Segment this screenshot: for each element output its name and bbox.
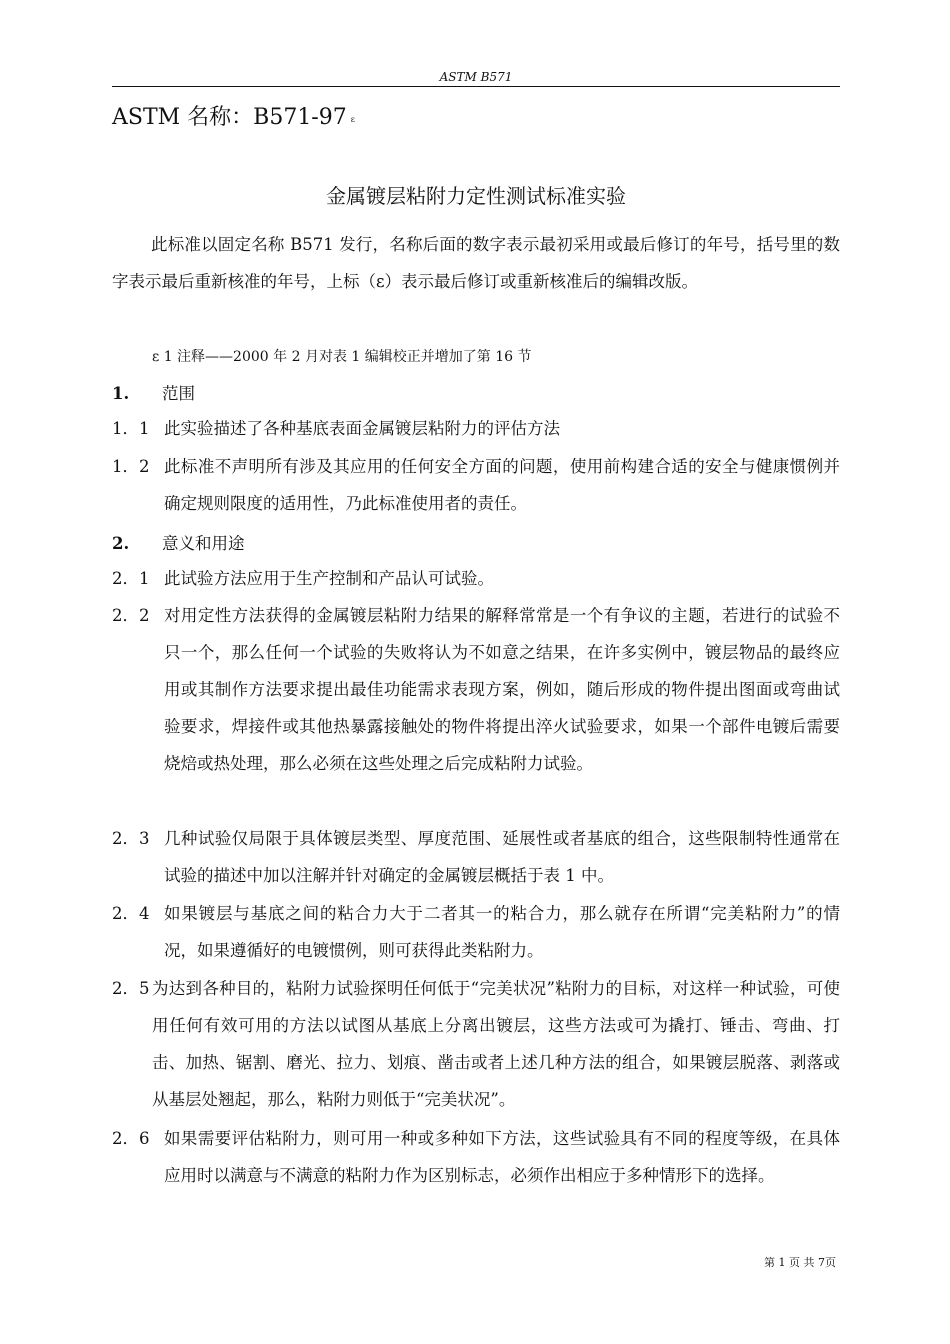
document-title: 金属镀层粘附力定性测试标准实验 [326, 184, 626, 208]
header-rule [112, 86, 840, 87]
clause-number: 2．1 [112, 569, 150, 588]
intro-paragraph: 此标准以固定名称 B571 发行，名称后面的数字表示最初采用或最后修订的年号，括号里的数字表示最后重新核准的年号，上标（ε）表示最后修订或重新核准后的编辑改版。 [112, 235, 840, 291]
clause-text: 如果需要评估粘附力，则可用一种或多种如下方法，这些试验具有不同的程度等级，在具体应用时以满意与不满意的粘附力作为区别标志，必须作出相应于多种情形下的选择。 [164, 1129, 840, 1185]
clause-2-5 [112, 970, 840, 1118]
clause-text: 此试验方法应用于生产控制和产品认可试验。 [164, 569, 494, 588]
clause-number: 2．5 [112, 979, 150, 998]
section-number: 2. [112, 534, 130, 553]
designation [112, 100, 355, 131]
clause-2-6 [112, 1120, 840, 1194]
clause-2-1 [112, 560, 840, 597]
clause-1-1 [112, 410, 840, 447]
section-number: 1. [112, 384, 130, 403]
edit-note: ε 1 注释——2000 年 2 月对表 1 编辑校正并增加了第 16 节 [152, 349, 532, 365]
clause-number: 2．3 [112, 829, 150, 848]
clause-text: 此标准不声明所有涉及其应用的任何安全方面的问题，使用前构建合适的安全与健康惯例并确定规则限度的适用性，乃此标准使用者的责任。 [164, 457, 840, 513]
designation-text: ASTM 名称：B571-97 [112, 105, 347, 130]
page-number: 第 1 页 共 7页 [764, 1256, 836, 1269]
clause-number: 2．2 [112, 606, 150, 625]
clause-number: 2．6 [112, 1129, 150, 1148]
clause-1-2 [112, 448, 840, 522]
clause-number: 1．2 [112, 457, 150, 476]
clause-2-3 [112, 820, 840, 894]
clause-number: 2．4 [112, 904, 150, 923]
section-title: 意义和用途 [162, 534, 245, 553]
section-heading-1 [112, 380, 195, 404]
clause-text: 为达到各种目的，粘附力试验探明任何低于“完美状况”粘附力的目标，对这样一种试验，可使用任何有效可用的方法以试图从基底上分离出镀层，这些方法或可为撬打、锤击、弯曲、打击、加热、锯割、磨光、拉力、划痕、凿击或者上述几种方法的组合，如果镀层脱落、剥落或从基层处翘起，那么，粘附力则低于“完美状况”。 [152, 979, 840, 1109]
clause-text: 几种试验仅局限于具体镀层类型、厚度范围、延展性或者基底的组合，这些限制特性通常在试验的描述中加以注解并针对确定的金属镀层概括于表 1 中。 [164, 829, 840, 885]
designation-superscript: ε [350, 115, 355, 124]
clause-text: 如果镀层与基底之间的粘合力大于二者其一的粘合力，那么就存在所谓“完美粘附力”的情况，如果遵循好的电镀惯例，则可获得此类粘附力。 [164, 904, 840, 960]
clause-text: 对用定性方法获得的金属镀层粘附力结果的解释常常是一个有争议的主题，若进行的试验不只一个，那么任何一个试验的失败将认为不如意之结果，在许多实例中，镀层物品的最终应用或其制作方法要求提出最佳功能需求表现方案，例如，随后形成的物件提出图面或弯曲试验要求，焊接件或其他热暴露接触处的物件将提出淬火试验要求，如果一个部件电镀后需要烧焙或热处理，那么必须在这些处理之后完成粘附力试验。 [164, 606, 840, 773]
section-title: 范围 [162, 384, 195, 403]
clause-number: 1．1 [112, 419, 150, 438]
running-header: ASTM B571 [439, 70, 513, 84]
clause-2-4 [112, 895, 840, 969]
section-heading-2 [112, 530, 245, 554]
clause-text: 此实验描述了各种基底表面金属镀层粘附力的评估方法 [164, 419, 560, 438]
clause-2-2 [112, 597, 840, 782]
